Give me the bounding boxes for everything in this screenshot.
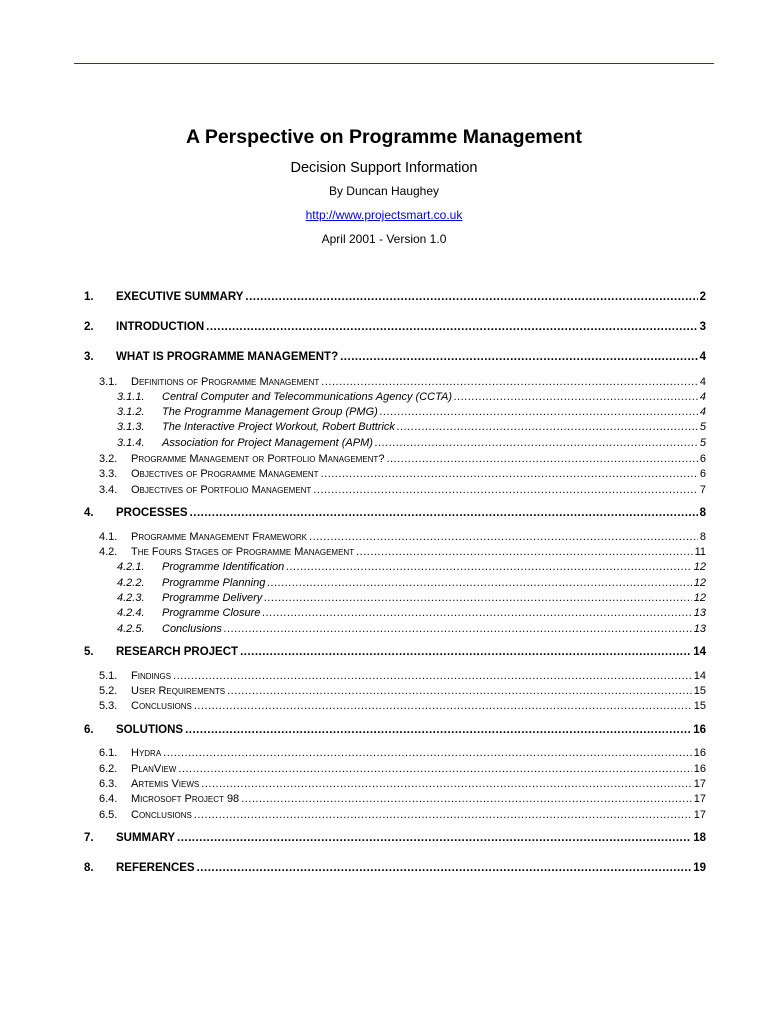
toc-entry[interactable] [117, 577, 706, 589]
toc-entry-label: Conclusions [131, 700, 192, 712]
toc-entry-label: PlanView [131, 763, 177, 775]
toc-entry-number: 6. [84, 724, 94, 736]
toc-dot-leader [380, 406, 698, 418]
toc-entry-label: SUMMARY [116, 832, 175, 844]
toc-dot-leader [227, 685, 692, 697]
toc-entry-page-number: 14 [693, 670, 706, 682]
toc-entry[interactable] [99, 546, 706, 558]
toc-entry[interactable] [99, 453, 706, 465]
toc-entry-number: 4.2.4. [117, 607, 145, 619]
toc-entry-number: 1. [84, 291, 94, 303]
toc-entry-label: Microsoft Project 98 [131, 793, 240, 805]
toc-entry[interactable] [99, 793, 706, 805]
toc-entry-number: 3.2. [99, 453, 118, 465]
toc-dot-leader [206, 321, 697, 333]
toc-entry[interactable] [99, 778, 706, 790]
toc-dot-leader [356, 546, 692, 558]
toc-entry-page-number: 17 [693, 809, 706, 821]
toc-dot-leader [386, 453, 697, 465]
toc-entry-number: 2. [84, 321, 94, 333]
toc-dot-leader [163, 747, 692, 759]
toc-entry-label: Findings [131, 670, 172, 682]
toc-entry-number: 6.2. [99, 763, 118, 775]
toc-dot-leader [397, 421, 698, 433]
toc-entry-page-number: 19 [693, 862, 706, 874]
toc-dot-leader [197, 862, 692, 874]
toc-entry[interactable] [84, 862, 706, 874]
toc-entry-page-number: 14 [693, 646, 706, 658]
toc-entry-page-number: 4 [699, 376, 706, 388]
toc-dot-leader [375, 437, 698, 449]
toc-entry[interactable] [117, 607, 706, 619]
toc-dot-leader [454, 391, 698, 403]
toc-entry[interactable] [84, 832, 706, 844]
toc-entry-number: 3.1.3. [117, 421, 145, 433]
toc-entry-page-number: 6 [699, 453, 706, 465]
toc-entry-number: 3.4. [99, 484, 118, 496]
toc-entry[interactable] [117, 406, 706, 418]
document-author: By Duncan Haughey [328, 184, 440, 198]
toc-entry-label: Objectives of Portfolio Management [131, 484, 312, 496]
toc-entry-number: 5.1. [99, 670, 118, 682]
toc-dot-leader [177, 832, 691, 844]
toc-entry-page-number: 2 [699, 291, 706, 303]
toc-entry-number: 8. [84, 862, 94, 874]
toc-dot-leader [262, 607, 691, 619]
toc-entry-label: INTRODUCTION [116, 321, 205, 333]
toc-dot-leader [178, 763, 691, 775]
toc-entry-number: 4.2.5. [117, 623, 145, 635]
toc-dot-leader [286, 561, 691, 573]
toc-entry-page-number: 12 [693, 592, 706, 604]
toc-entry[interactable] [117, 561, 706, 573]
toc-entry[interactable] [117, 421, 706, 433]
toc-dot-leader [321, 468, 698, 480]
toc-dot-leader [313, 484, 698, 496]
toc-entry-page-number: 15 [693, 700, 706, 712]
toc-entry-page-number: 5 [699, 437, 706, 449]
toc-entry-page-number: 4 [699, 351, 706, 363]
toc-entry[interactable] [84, 321, 706, 333]
toc-entry-number: 3.1.4. [117, 437, 145, 449]
toc-entry-page-number: 15 [693, 685, 706, 697]
toc-entry[interactable] [99, 376, 706, 388]
toc-entry-label: PROCESSES [116, 507, 188, 519]
toc-entry-label: Definitions of Programme Management [131, 376, 320, 388]
toc-entry-number: 5.3. [99, 700, 118, 712]
toc-dot-leader [173, 670, 692, 682]
toc-entry-page-number: 16 [693, 724, 706, 736]
toc-dot-leader [240, 646, 691, 658]
toc-entry-label: EXECUTIVE SUMMARY [116, 291, 244, 303]
toc-dot-leader [241, 793, 692, 805]
toc-entry-number: 4.2.1. [117, 561, 145, 573]
document-date: April 2001 - Version 1.0 [321, 232, 447, 246]
toc-entry-page-number: 3 [699, 321, 706, 333]
document-title: A Perspective on Programme Management [186, 126, 582, 148]
toc-entry-number: 4. [84, 507, 94, 519]
toc-entry-page-number: 13 [693, 607, 706, 619]
toc-entry-label: The Fours Stages of Programme Management [131, 546, 355, 558]
toc-entry[interactable] [117, 437, 706, 449]
toc-entry-number: 6.5. [99, 809, 118, 821]
toc-entry-number: 4.2.2. [117, 577, 145, 589]
toc-dot-leader [264, 592, 692, 604]
toc-dot-leader [224, 623, 692, 635]
toc-entry-page-number: 18 [693, 832, 706, 844]
toc-entry-label: Programme Planning [162, 577, 266, 589]
toc-entry-number: 6.4. [99, 793, 118, 805]
toc-entry[interactable] [117, 391, 706, 403]
toc-entry-label: Central Computer and Telecommunications Agency (CCTA) [162, 391, 452, 403]
toc-entry-page-number: 16 [693, 747, 706, 759]
toc-entry-label: Programme Management or Portfolio Management? [131, 453, 385, 465]
toc-entry-number: 5. [84, 646, 94, 658]
toc-entry[interactable] [99, 531, 706, 543]
toc-entry[interactable] [99, 484, 706, 496]
toc-entry-number: 5.2. [99, 685, 118, 697]
toc-dot-leader [321, 376, 698, 388]
toc-entry-number: 6.3. [99, 778, 118, 790]
toc-entry-page-number: 6 [699, 468, 706, 480]
toc-entry-page-number: 13 [693, 623, 706, 635]
toc-entry-number: 7. [84, 832, 94, 844]
toc-entry[interactable] [99, 809, 706, 821]
toc-entry-label: Artemis Views [131, 778, 200, 790]
toc-entry[interactable] [99, 700, 706, 712]
toc-entry-number: 3.1. [99, 376, 118, 388]
toc-entry-label: Hydra [131, 747, 162, 759]
toc-entry-label: User Requirements [131, 685, 226, 697]
toc-entry-label: Association for Project Management (APM) [162, 437, 373, 449]
toc-entry-page-number: 12 [693, 561, 706, 573]
toc-entry[interactable] [84, 646, 706, 658]
toc-entry[interactable] [99, 763, 706, 775]
toc-entry-page-number: 8 [699, 507, 706, 519]
toc-entry[interactable] [84, 507, 706, 519]
toc-entry[interactable] [99, 670, 706, 682]
toc-entry-label: REFERENCES [116, 862, 195, 874]
toc-entry-number: 4.2. [99, 546, 118, 558]
toc-dot-leader [194, 809, 692, 821]
toc-entry[interactable] [84, 291, 706, 303]
toc-entry[interactable] [99, 747, 706, 759]
toc-entry-number: 6.1. [99, 747, 118, 759]
toc-entry[interactable] [117, 592, 706, 604]
toc-dot-leader [190, 507, 698, 519]
toc-entry-label: The Programme Management Group (PMG) [162, 406, 378, 418]
toc-entry-label: WHAT IS PROGRAMME MANAGEMENT? [116, 351, 339, 363]
document-subtitle: Decision Support Information [290, 160, 478, 176]
toc-entry-page-number: 11 [694, 546, 706, 558]
toc-entry-page-number: 16 [693, 763, 706, 775]
toc-dot-leader [340, 351, 697, 363]
toc-entry-label: Programme Identification [162, 561, 285, 573]
toc-entry-page-number: 17 [693, 793, 706, 805]
toc-entry-label: Conclusions [131, 809, 192, 821]
toc-entry-label: Programme Delivery [162, 592, 263, 604]
toc-entry-label: The Interactive Project Workout, Robert Buttrick [162, 421, 395, 433]
toc-entry-label: SOLUTIONS [116, 724, 184, 736]
toc-entry-label: Programme Closure [162, 607, 261, 619]
toc-dot-leader [309, 531, 698, 543]
document-url-link[interactable]: http://www.projectsmart.co.uk [305, 208, 463, 222]
toc-entry-number: 4.2.3. [117, 592, 145, 604]
toc-entry-label: Objectives of Programme Management [131, 468, 319, 480]
toc-entry-page-number: 17 [693, 778, 706, 790]
toc-entry[interactable] [84, 724, 706, 736]
toc-entry-number: 4.1. [99, 531, 118, 543]
toc-entry-number: 3.1.2. [117, 406, 145, 418]
toc-dot-leader [185, 724, 691, 736]
toc-entry[interactable] [117, 623, 706, 635]
toc-entry-page-number: 4 [699, 406, 706, 418]
toc-entry-label: RESEARCH PROJECT [116, 646, 239, 658]
toc-entry-number: 3.1.1. [117, 391, 145, 403]
toc-entry-label: Programme Management Framework [131, 531, 308, 543]
toc-entry-page-number: 12 [693, 577, 706, 589]
toc-dot-leader [201, 778, 691, 790]
toc-entry[interactable] [99, 685, 706, 697]
toc-entry[interactable] [99, 468, 706, 480]
toc-entry-page-number: 5 [699, 421, 706, 433]
toc-entry-page-number: 8 [699, 531, 706, 543]
toc-entry-page-number: 7 [699, 484, 706, 496]
toc-entry-number: 3.3. [99, 468, 118, 480]
toc-entry-number: 3. [84, 351, 94, 363]
toc-entry-label: Conclusions [162, 623, 222, 635]
toc-entry[interactable] [84, 351, 706, 363]
toc-entry-page-number: 4 [699, 391, 706, 403]
toc-dot-leader [267, 577, 691, 589]
toc-dot-leader [194, 700, 692, 712]
toc-dot-leader [245, 291, 697, 303]
